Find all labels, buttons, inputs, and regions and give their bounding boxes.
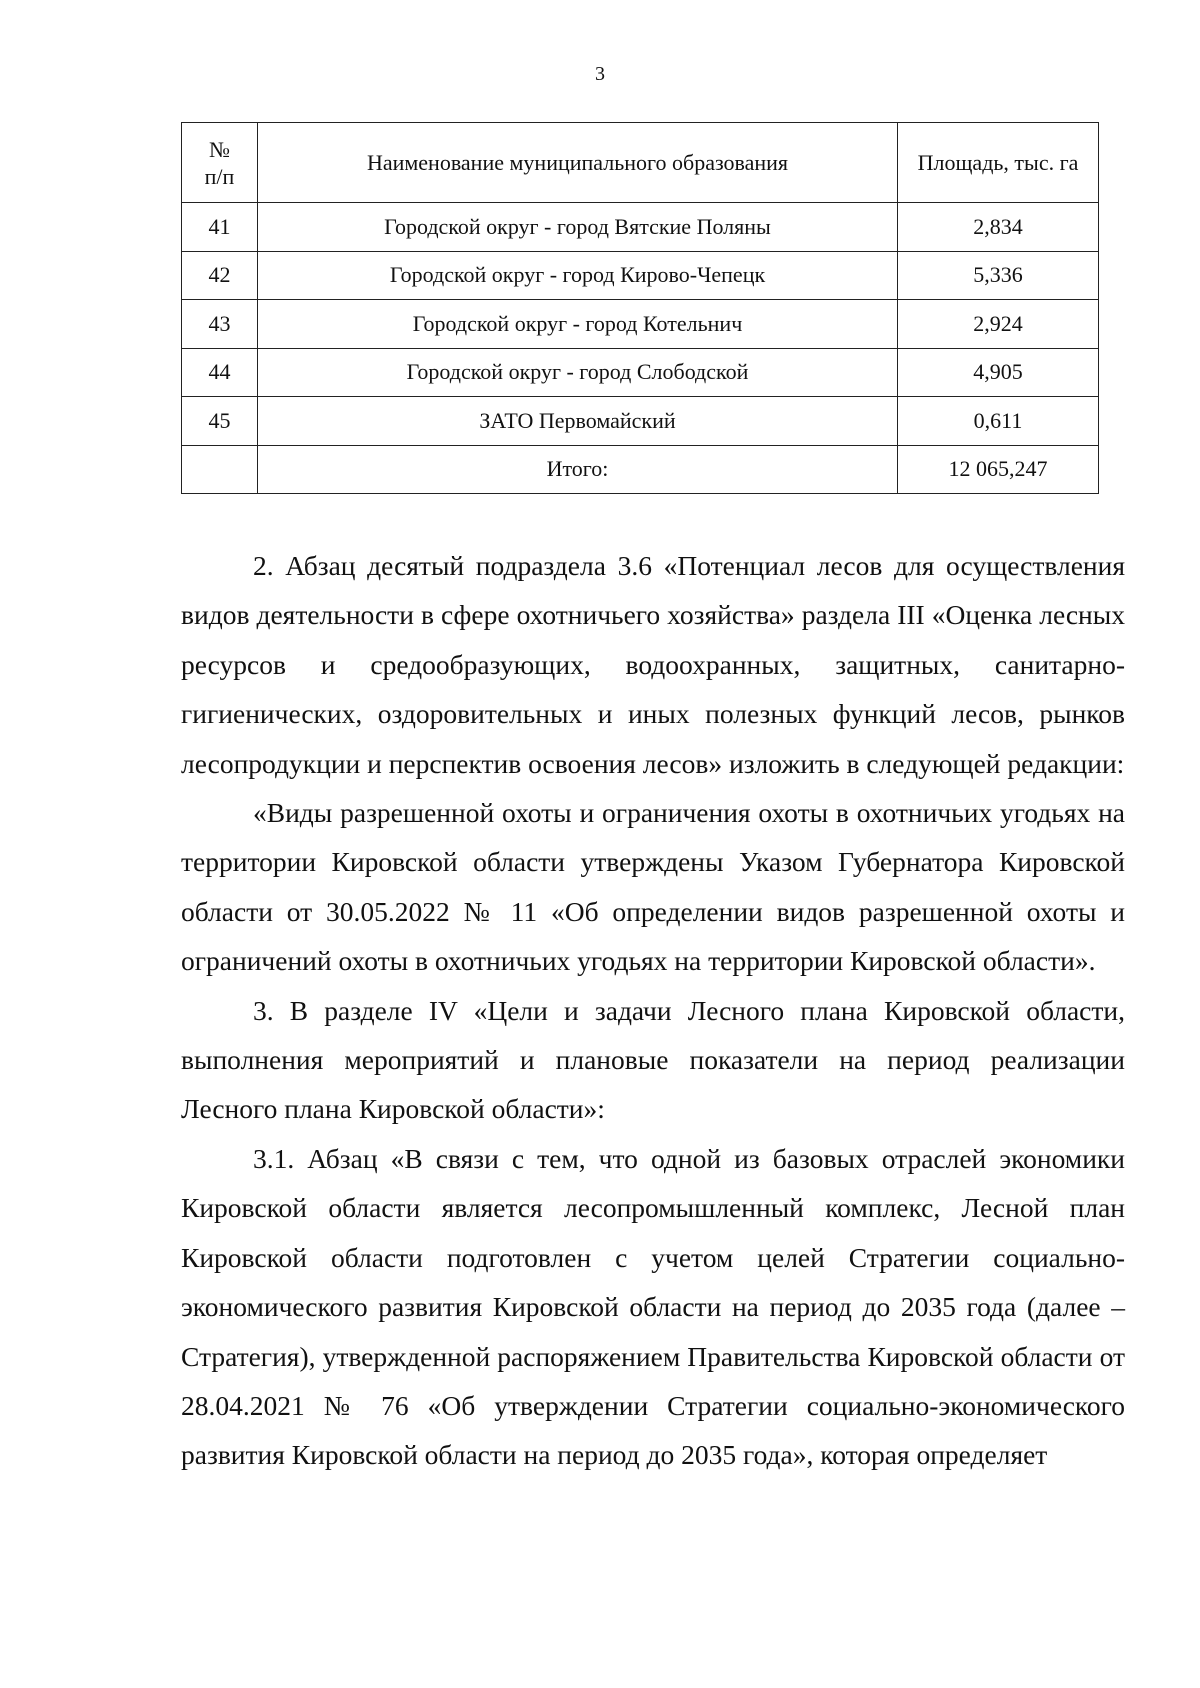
header-municipality-name: Наименование муниципального образования [258,123,898,203]
total-area: 12 065,247 [898,445,1099,494]
document-body [181,541,1125,1480]
row-area: 4,905 [898,348,1099,397]
row-area: 2,834 [898,203,1099,252]
table-row [182,397,1099,446]
row-number: 43 [182,300,258,349]
paragraph-item-2: 2. Абзац десятый подраздела 3.6 «Потенциал лесов для осуществления видов деятельности в сфере охотничьего хозяйства» раздела III «Оценка лесных ресурсов и средообразующих, водоохранных, защитных, санитарно-гигиенических, оздоровительных и иных полезных функций лесов, рынков лесопродукции и перспектив освоения лесов» изложить в следующей редакции: [181,550,1125,779]
row-municipality-name: Городской округ - город Кирово-Чепецк [258,251,898,300]
total-label: Итого: [258,445,898,494]
header-area: Площадь, тыс. га [898,123,1099,203]
table-row [182,300,1099,349]
paragraph-item-3: 3. В разделе IV «Цели и задачи Лесного плана Кировской области, выполнения мероприятий и плановые показатели на период реализации Лесного плана Кировской области»: [181,994,1125,1125]
row-municipality-name: Городской округ - город Слободской [258,348,898,397]
row-municipality-name: Городской округ - город Вятские Поляны [258,203,898,252]
table-row [182,251,1099,300]
paragraph-quoted-hunting-types: «Виды разрешенной охоты и ограничения охоты в охотничьих угодьях на территории Кировской области утверждены Указом Губернатора Кировской области от 30.05.2022 № 11 «Об определении видов разрешенной охоты и ограничений охоты в охотничьих угодьях на территории Кировской области». [181,797,1125,977]
row-area: 2,924 [898,300,1099,349]
row-number: 44 [182,348,258,397]
page-number: 3 [595,63,605,85]
row-municipality-name: ЗАТО Первомайский [258,397,898,446]
row-area: 0,611 [898,397,1099,446]
row-number: 41 [182,203,258,252]
row-number: 45 [182,397,258,446]
row-number: 42 [182,251,258,300]
table-total-row [182,445,1099,494]
municipal-area-table [181,122,1099,494]
row-area: 5,336 [898,251,1099,300]
paragraph-item-3-1: 3.1. Абзац «В связи с тем, что одной из базовых отраслей экономики Кировской области является лесопромышленный комплекс, Лесной план Кировской области подготовлен с учетом целей Стратегии социально-экономического развития Кировской области на период до 2035 года (далее – Стратегия), утвержденной распоряжением Правительства Кировской области от 28.04.2021 № 76 «Об утверждении Стратегии социально-экономического развития Кировской области на период до 2035 года», которая определяет [181,1142,1125,1471]
total-number [182,445,258,494]
row-municipality-name: Городской округ - город Котельнич [258,300,898,349]
table-row [182,203,1099,252]
table-row [182,348,1099,397]
table-header-row [182,123,1099,203]
header-number: № п/п [182,123,258,203]
